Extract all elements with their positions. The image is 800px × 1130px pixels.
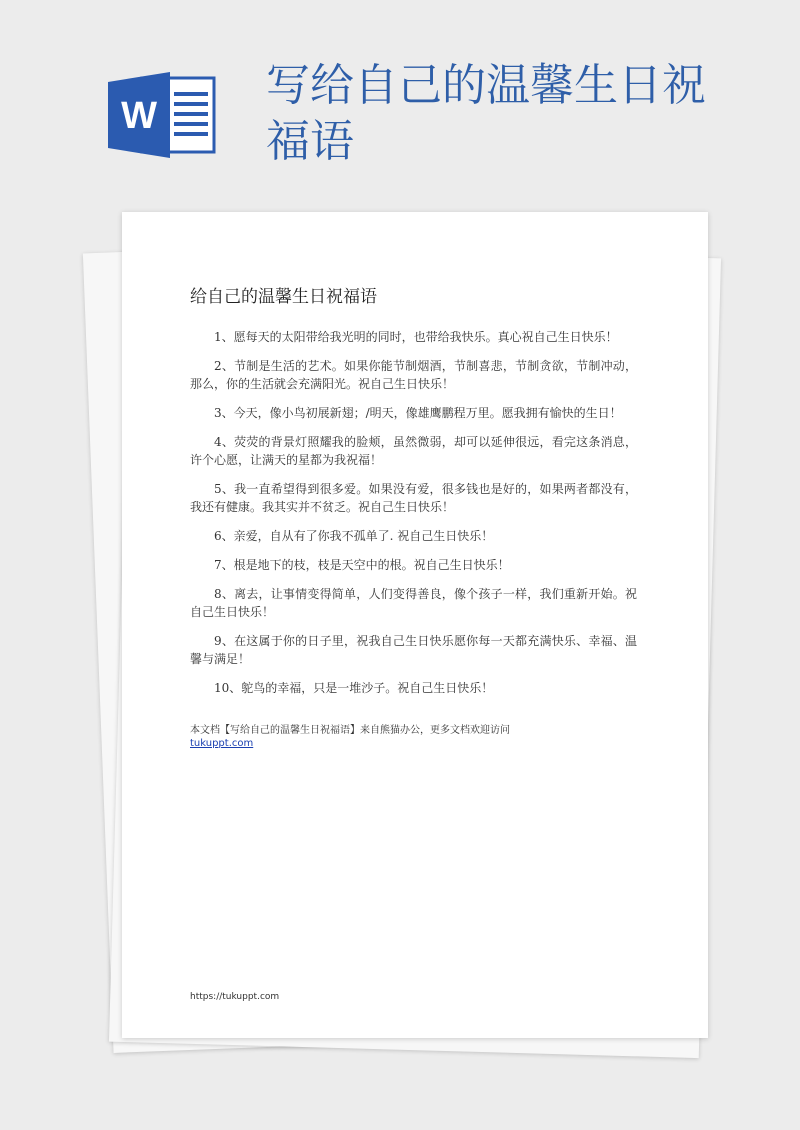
list-item: 6、亲爱，自从有了你我不孤单了. 祝自己生日快乐！ <box>214 529 494 543</box>
page-footer-url: https://tukuppt.com <box>190 992 280 1002</box>
document-page <box>122 212 708 1038</box>
list-item: 3、今天，像小鸟初展新翅；/明天，像雄鹰鹏程万里。愿我拥有愉快的生日！ <box>214 406 622 420</box>
source-footnote <box>190 724 637 750</box>
list-item: 2、节制是生活的艺术。如果你能节制烟酒，节制喜悲，节制贪欲，节制冲动，那么，你的生活就会充满阳光。祝自己生日快乐！ <box>190 359 637 391</box>
header <box>0 0 800 200</box>
list-item: 8、离去，让事情变得简单，人们变得善良，像个孩子一样，我们重新开始。祝自己生日快乐！ <box>190 587 637 619</box>
blessing-list <box>190 328 637 708</box>
list-item: 10、鸵鸟的幸福，只是一堆沙子。祝自己生日快乐！ <box>214 681 494 695</box>
footnote-text: 本文档【写给自己的温馨生日祝福语】来自熊猫办公，更多文档欢迎访问 <box>190 725 510 736</box>
list-item: 5、我一直希望得到很多爱。如果没有爱，很多钱也是好的，如果两者都没有，我还有健康。我其实并不贫乏。祝自己生日快乐！ <box>190 482 637 514</box>
word-document-icon <box>108 72 220 158</box>
word-icon-letter: W <box>121 95 157 137</box>
list-item: 4、荧荧的背景灯照耀我的脸颊，虽然微弱，却可以延伸很远，看完这条消息，许个心愿，让满天的星都为我祝福！ <box>190 435 637 467</box>
list-item: 1、愿每天的太阳带给我光明的同时，也带给我快乐。真心祝自己生日快乐！ <box>214 330 618 344</box>
list-item: 9、在这属于你的日子里，祝我自己生日快乐愿你每一天都充满快乐、幸福、温馨与满足！ <box>190 634 637 666</box>
list-item: 7、根是地下的枝，枝是天空中的根。祝自己生日快乐！ <box>214 558 510 572</box>
page-title: 写给自己的温馨生日祝福语 <box>266 60 706 167</box>
document-title: 给自己的温馨生日祝福语 <box>190 287 377 307</box>
footnote-link[interactable]: tukuppt.com <box>190 738 254 749</box>
